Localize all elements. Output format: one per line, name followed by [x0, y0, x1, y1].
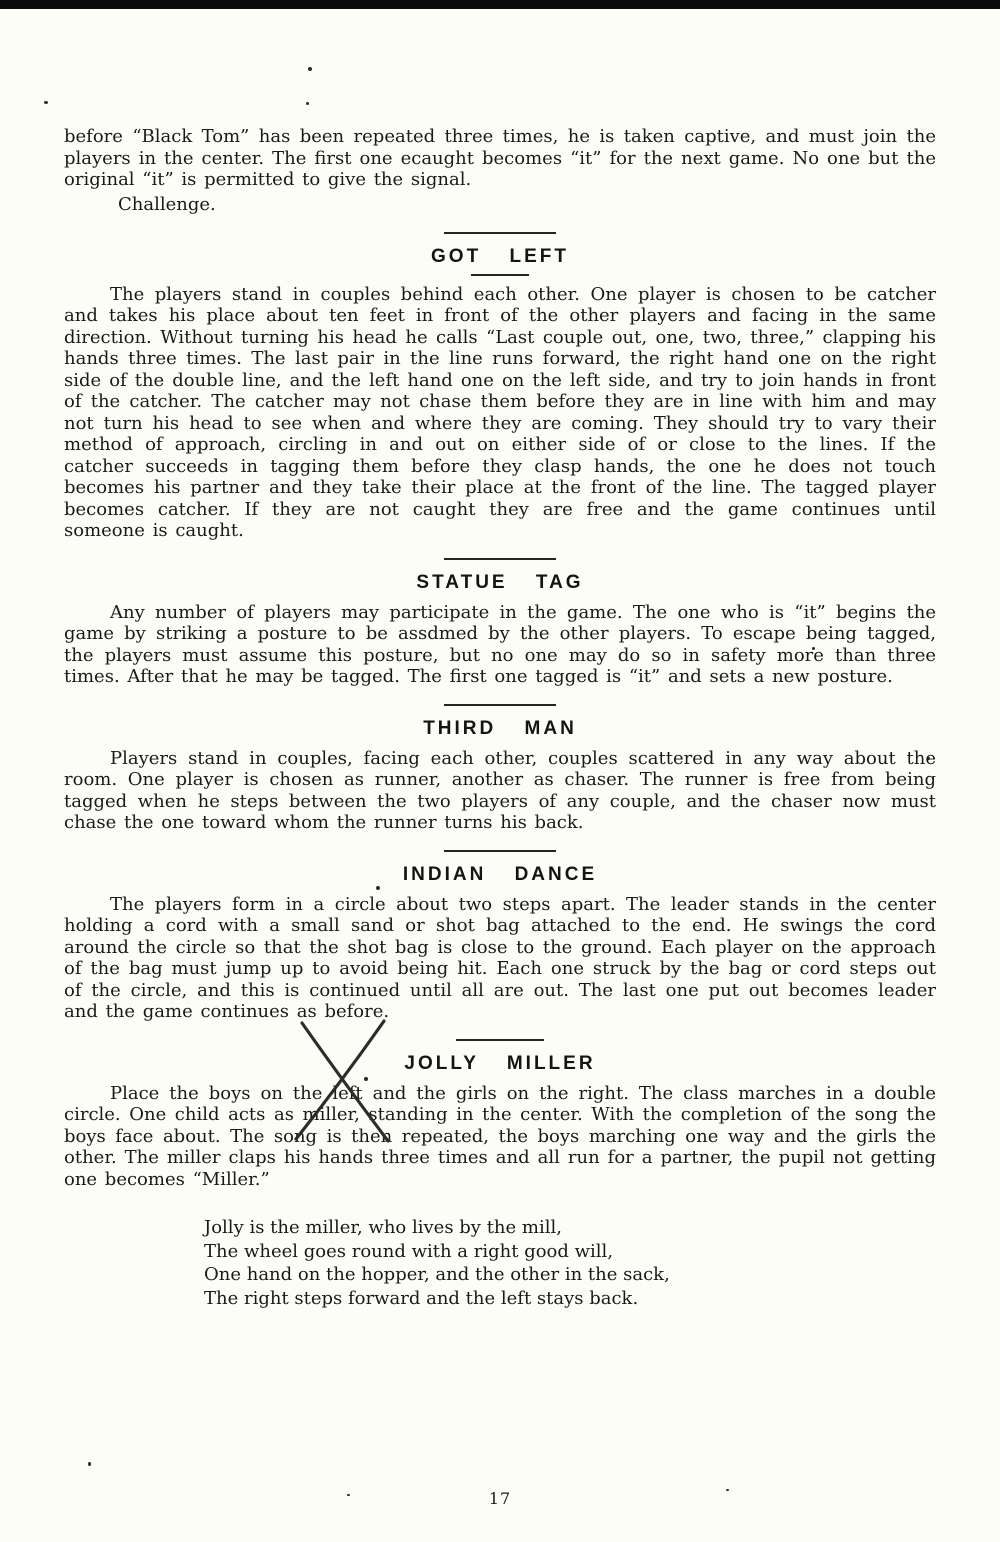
section-divider — [456, 1039, 544, 1041]
verse-line: The right steps forward and the left stays back. — [204, 1287, 639, 1309]
section-heading-third-man: THIRD MAN — [423, 717, 577, 739]
section-got-left — [64, 232, 936, 542]
verse-line: The wheel goes round with a right good will, — [204, 1240, 614, 1262]
section-third-man — [64, 704, 936, 834]
section-body-statue-tag: Any number of players may participate in the game. The one who is “it” begins the game by striking a posture to be assdmed by the other players. To escape being tagged, the players must assume this posture, but no one may do so in safety more than three times. After that he may be tagged. The first one tagged is “it” and sets a new posture. — [64, 601, 936, 687]
jolly-miller-verse — [204, 1216, 936, 1310]
scan-speck — [44, 101, 48, 104]
section-jolly-miller — [64, 1039, 936, 1311]
section-statue-tag — [64, 558, 936, 688]
section-body-indian-dance: The players form in a circle about two steps apart. The leader stands in the center holding a cord with a small sand or shot bag attached to the end. He swings the cord around the circle so that the shot bag is close to the ground. Each player on the approach of the bag must jump up to avoid being hit. Each one struck by the bag or cord steps out of the circle, and this is continued until all are out. The last one put out becomes leader and the game continues as before. — [64, 893, 936, 1022]
heading-underline — [471, 274, 529, 276]
verse-line: Jolly is the miller, who lives by the mill, — [204, 1217, 562, 1238]
challenge-line: Challenge. — [118, 193, 216, 215]
section-divider — [444, 558, 556, 560]
section-heading-got-left: GOT LEFT — [431, 245, 569, 267]
scan-speck — [364, 1077, 368, 1081]
section-heading-jolly-miller: JOLLY MILLER — [404, 1052, 596, 1074]
section-divider — [444, 704, 556, 706]
scan-speck — [376, 886, 380, 890]
scan-speck — [88, 1462, 91, 1466]
section-body-jolly-miller: Place the boys on the left and the girls on the right. The class marches in a double circle. One child acts as miller, standing in the center. With the completion of the song the boys face about. The song is then repeated, the boys marching one way and the girls the other. The miller claps his hands three times and all run for a partner, the pupil not getting one becomes “Miller.” — [64, 1082, 936, 1190]
section-body-got-left: The players stand in couples behind each other. One player is chosen to be catcher and takes his place about ten feet in front of the other players and facing in the same direction. Without turning his head he calls “Last couple out, one, two, three,” clapping his hands three times. The last pair in the line runs forward, the right hand one on the right side of the double line, and the left hand one on the left side, and try to join hands in front of the catcher. The catcher may not chase them before they are in line with him and may not turn his head to see when and where they are coming. They should try to vary their method of approach, circling in and out on either side of or close to the lines. If the catcher succeeds in tagging them before they clasp hands, the one he does not touch becomes his partner and they take their place at the front of the line. The tagged player becomes catcher. If they are not caught they are free and the game continues until someone is caught. — [64, 283, 936, 541]
page-content — [64, 0, 936, 1310]
verse-line: One hand on the hopper, and the other in the sack, — [204, 1264, 670, 1285]
intro-paragraph: before “Black Tom” has been repeated three times, he is taken captive, and must join the players in the center. The first one ecaught becomes “it” for the next game. No one but the original “it” is permitted to give the signal. — [64, 126, 936, 190]
section-divider — [444, 850, 556, 852]
section-indian-dance — [64, 850, 936, 1023]
section-heading-indian-dance: INDIAN DANCE — [402, 863, 598, 885]
section-body-third-man: Players stand in couples, facing each other, couples scattered in any way about the room. One player is chosen as runner, another as chaser. The runner is free from being tagged when he steps between the two players of any couple, and the chaser now must chase the one toward whom the runner turns his back. — [64, 747, 936, 833]
section-heading-statue-tag: STATUE TAG — [416, 571, 584, 593]
page-number: 17 — [488, 1489, 512, 1508]
section-divider — [444, 232, 556, 234]
